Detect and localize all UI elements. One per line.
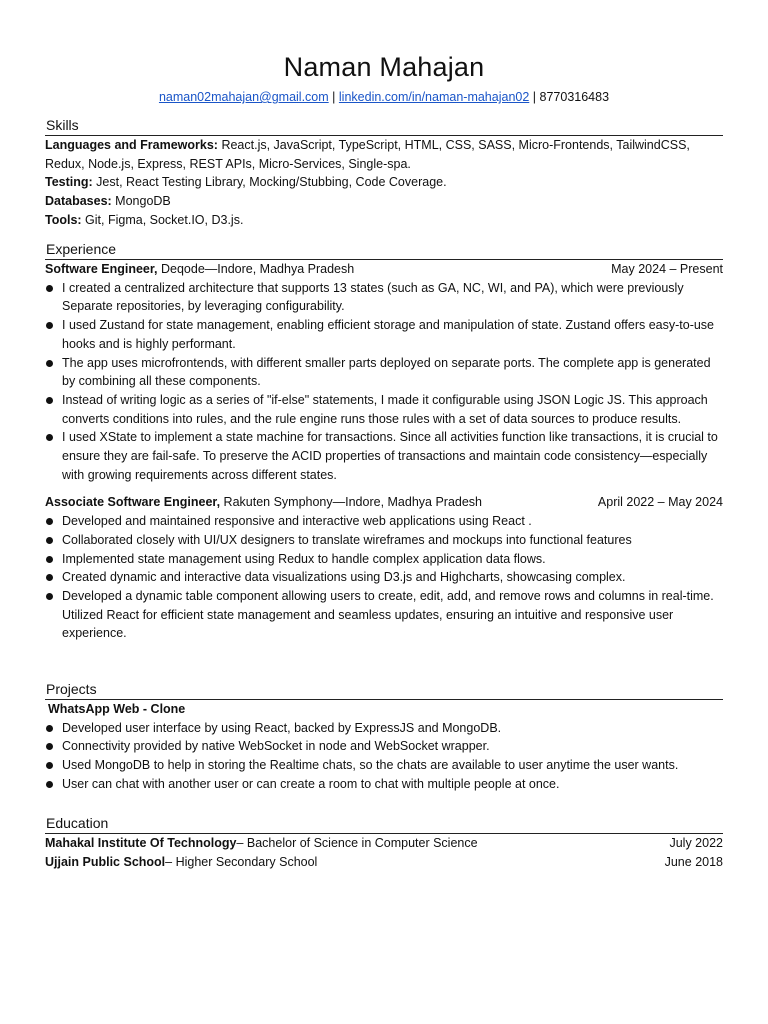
skill-label: Tools: [45,212,82,227]
education-date: June 2018 [664,854,723,869]
bullet-text: Developed and maintained responsive and interactive web applications using React . [62,514,532,529]
bullet-icon [46,593,53,600]
job-company: Rakuten Symphony—Indore, Madhya Pradesh [220,495,483,510]
job-header [45,260,723,279]
email-link[interactable]: naman02mahajan@gmail.com [158,90,329,104]
bullet-text: Used MongoDB to help in storing the Realtime chats, so the chats are available to user anytime the user wants. [62,758,679,773]
job-role: Associate Software Engineer, [45,495,221,510]
skills-heading: Skills [46,117,79,133]
bullet-icon [46,537,53,544]
bullet-text: Created dynamic and interactive data visualizations using D3.js and Highcharts, showcasing complex. [62,570,626,585]
list-item [45,756,723,775]
skills-section [45,116,723,230]
bullet-icon [46,360,53,367]
job-title-line [45,260,354,279]
list-item [45,512,723,531]
bullet-icon [46,725,53,732]
job-company: Deqode—Indore, Madhya Pradesh [157,262,355,276]
bullet-icon [46,556,53,563]
education-heading: Education [46,815,109,831]
bullet-icon [46,285,53,292]
candidate-name: Naman Mahajan [283,52,485,82]
list-item [45,719,723,738]
list-item [45,568,723,587]
list-item [45,391,723,428]
skill-text: Jest, React Testing Library, Mocking/Stubbing, Code Coverage. [92,175,447,190]
bullet-text: The app uses microfrontends, with different smaller parts deployed on separate ports. The complete app is generated by combining all these components. [62,355,711,389]
contact-separator: | [532,90,537,104]
contact-line [45,88,723,106]
job-header [45,493,723,512]
education-row [45,853,723,872]
skill-line [45,136,723,173]
skill-line [45,192,723,211]
experience-section [45,240,723,643]
list-item [45,531,723,550]
job-bullets [45,279,723,485]
bullet-icon [46,781,53,788]
bullet-text: Developed user interface by using React, backed by ExpressJS and MongoDB. [62,720,502,735]
education-entry [45,853,317,872]
project-title [45,700,723,719]
experience-heading: Experience [46,241,117,257]
job-title-line [45,493,482,512]
bullet-icon [46,518,53,525]
school-name: Mahakal Institute Of Technology [45,836,237,850]
contact-separator: | [332,90,336,104]
skill-label: Testing: [45,175,93,190]
skill-line [45,173,723,192]
phone-number: 8770316483 [539,90,610,104]
bullet-icon [46,574,53,581]
job-dates: May 2024 – Present [611,262,723,276]
bullet-text: User can chat with another user or can create a room to chat with multiple people at once. [62,776,560,791]
list-item [45,737,723,756]
list-item [45,550,723,569]
linkedin-link[interactable]: linkedin.com/in/naman-mahajan02 [338,90,530,104]
list-item [45,354,723,391]
bullet-text: Instead of writing logic as a series of "if-else" statements, I made it configurable using JSON Logic JS. This approach converts conditions into rules, and the rule engine runs those rules with a set of data sources to produce results. [62,392,708,426]
bullet-text: Connectivity provided by native WebSocket in node and WebSocket wrapper. [62,739,490,754]
education-date: July 2022 [669,836,723,850]
degree-detail: – Higher Secondary School [165,854,318,869]
degree-detail: – Bachelor of Science in Computer Science [236,836,478,850]
bullet-text: Implemented state management using Redux to handle complex application data flows. [62,551,546,566]
bullet-icon [46,322,53,329]
bullet-text: Developed a dynamic table component allowing users to create, edit, add, and remove rows and columns in real-time. Utilized React for efficient state management and seamless updates, ensuring an intuitive and responsive user experience. [62,588,714,641]
education-entry [45,834,478,853]
education-section [45,814,723,871]
skill-label: Databases: [45,194,112,209]
skill-text: React.js, JavaScript, TypeScript, HTML, CSS, SASS, Micro-Frontends, TailwindCSS, Redux, Node.js, Express, REST APIs, Micro-Services, Single-spa. [45,138,690,171]
project-bullets [45,719,723,794]
bullet-text: I used Zustand for state management, enabling efficient storage and manipulation of state. Zustand offers easy-to-use hooks and is highly performant. [62,318,715,351]
list-item [45,775,723,794]
job-bullets [45,512,723,643]
job-dates: April 2022 – May 2024 [597,495,723,510]
list-item [45,316,723,353]
bullet-icon [46,762,53,769]
bullet-text: Collaborated closely with UI/UX designers to translate wireframes and mockups into functional features [62,532,632,547]
bullet-text: I created a centralized architecture that supports 13 states (such as GA, NC, WI, and PA), which were previously Separate repositories, by leveraging configurability. [62,280,684,314]
bullet-icon [46,397,53,404]
list-item [45,428,723,484]
list-item [45,587,723,643]
skill-line [45,211,723,230]
projects-section [45,680,723,794]
project-name: WhatsApp Web - Clone [48,702,186,716]
job-role: Software Engineer, [45,262,158,276]
bullet-text: I used XState to implement a state machine for transactions. Since all activities function like transactions, it is crucial to ensure they are fail-safe. To preserve the ACID properties of transactions and maintain code consistency—especially with growing requirements across different states. [62,430,718,482]
skill-text: Git, Figma, Socket.IO, D3.js. [81,212,244,227]
education-row [45,834,723,853]
school-name: Ujjain Public School [45,854,166,869]
bullet-icon [46,743,53,750]
projects-heading: Projects [46,681,97,697]
skill-label: Languages and Frameworks: [45,138,218,152]
bullet-icon [46,434,53,441]
skill-text: MongoDB [111,194,171,209]
list-item [45,279,723,316]
